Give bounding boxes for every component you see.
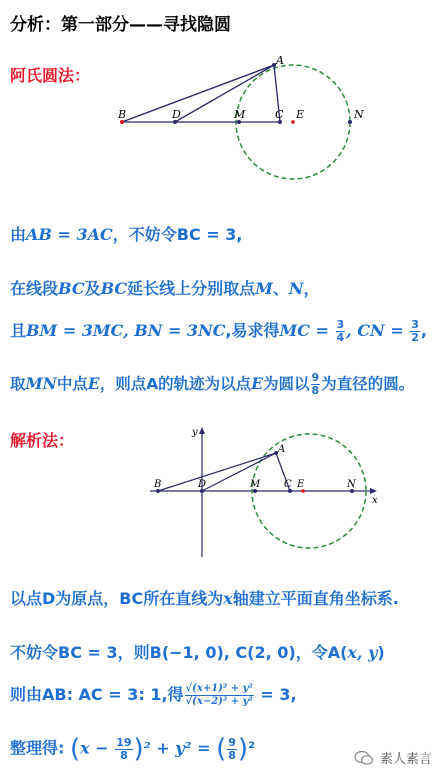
apollonius-figure bbox=[100, 50, 380, 190]
label-m-2: M bbox=[250, 479, 261, 490]
label-d-2: D bbox=[198, 479, 207, 490]
line-points: 在线段BC及BC延长线上分别取点M、N， bbox=[10, 279, 320, 298]
line-condition: 由AB = 3AC，不妨令BC = 3, bbox=[10, 225, 243, 244]
x-axis-arrow bbox=[370, 488, 377, 494]
label-e: E bbox=[296, 108, 305, 121]
label-c: C bbox=[275, 108, 284, 121]
segment-ad bbox=[175, 65, 274, 122]
section-analytic-title: 解析法： bbox=[10, 431, 75, 450]
label-n-2: N bbox=[347, 479, 356, 490]
line-circle-conclusion: 取MN中点E，则点A的轨迹为以点E为圆以 $\frac{9}{8}$ 为直径的圆。 bbox=[10, 371, 415, 397]
label-c-2: C bbox=[284, 479, 292, 490]
watermark-text: 素人素言 bbox=[379, 752, 432, 767]
label-n: N bbox=[354, 108, 364, 121]
label-m: M bbox=[234, 108, 246, 121]
y-axis-arrow bbox=[199, 427, 205, 434]
line-coordinate-system: 以点D为原点，BC所在直线为x轴建立平面直角坐标系. bbox=[10, 589, 399, 608]
line-lengths: 且BM = 3MC, BN = 3NC,易求得MC = $\frac{3}{4}$ , CN = $\frac{3}{2}$ , bbox=[10, 318, 427, 344]
label-a: A bbox=[276, 54, 284, 67]
segment-ab bbox=[122, 65, 274, 122]
line-circle-equation: 整理得: (x − $\frac{19}{8}$ )² + y² = ( $\frac{9}{8}$ )² bbox=[10, 734, 256, 764]
point-e bbox=[291, 120, 295, 124]
label-b: B bbox=[118, 108, 127, 121]
label-d: D bbox=[172, 108, 181, 121]
point-n bbox=[348, 120, 352, 124]
coordinate-figure bbox=[140, 425, 385, 560]
line-ratio-equation: 则由AB: AC = 3: 1,得 $\frac{\text{√(x+1)² + y²}}{\text{√(x−2)² + y²}}$ = 3, bbox=[10, 683, 297, 707]
label-e-2: E bbox=[297, 479, 305, 490]
label-y: y bbox=[192, 427, 198, 438]
segment-ad-2 bbox=[202, 453, 276, 491]
label-x: x bbox=[372, 495, 378, 506]
label-a-2: A bbox=[278, 444, 286, 455]
line-coordinates: 不妨令BC = 3，则B(−1, 0), C(2, 0)，令A(x, y) bbox=[10, 643, 385, 662]
label-b-2: B bbox=[154, 479, 162, 490]
page-heading: 分析：第一部分——寻找隐圆 bbox=[10, 15, 231, 35]
watermark bbox=[354, 748, 432, 767]
wechat-icon bbox=[354, 750, 374, 766]
section-apollonius-title: 阿氏圆法： bbox=[10, 66, 91, 85]
